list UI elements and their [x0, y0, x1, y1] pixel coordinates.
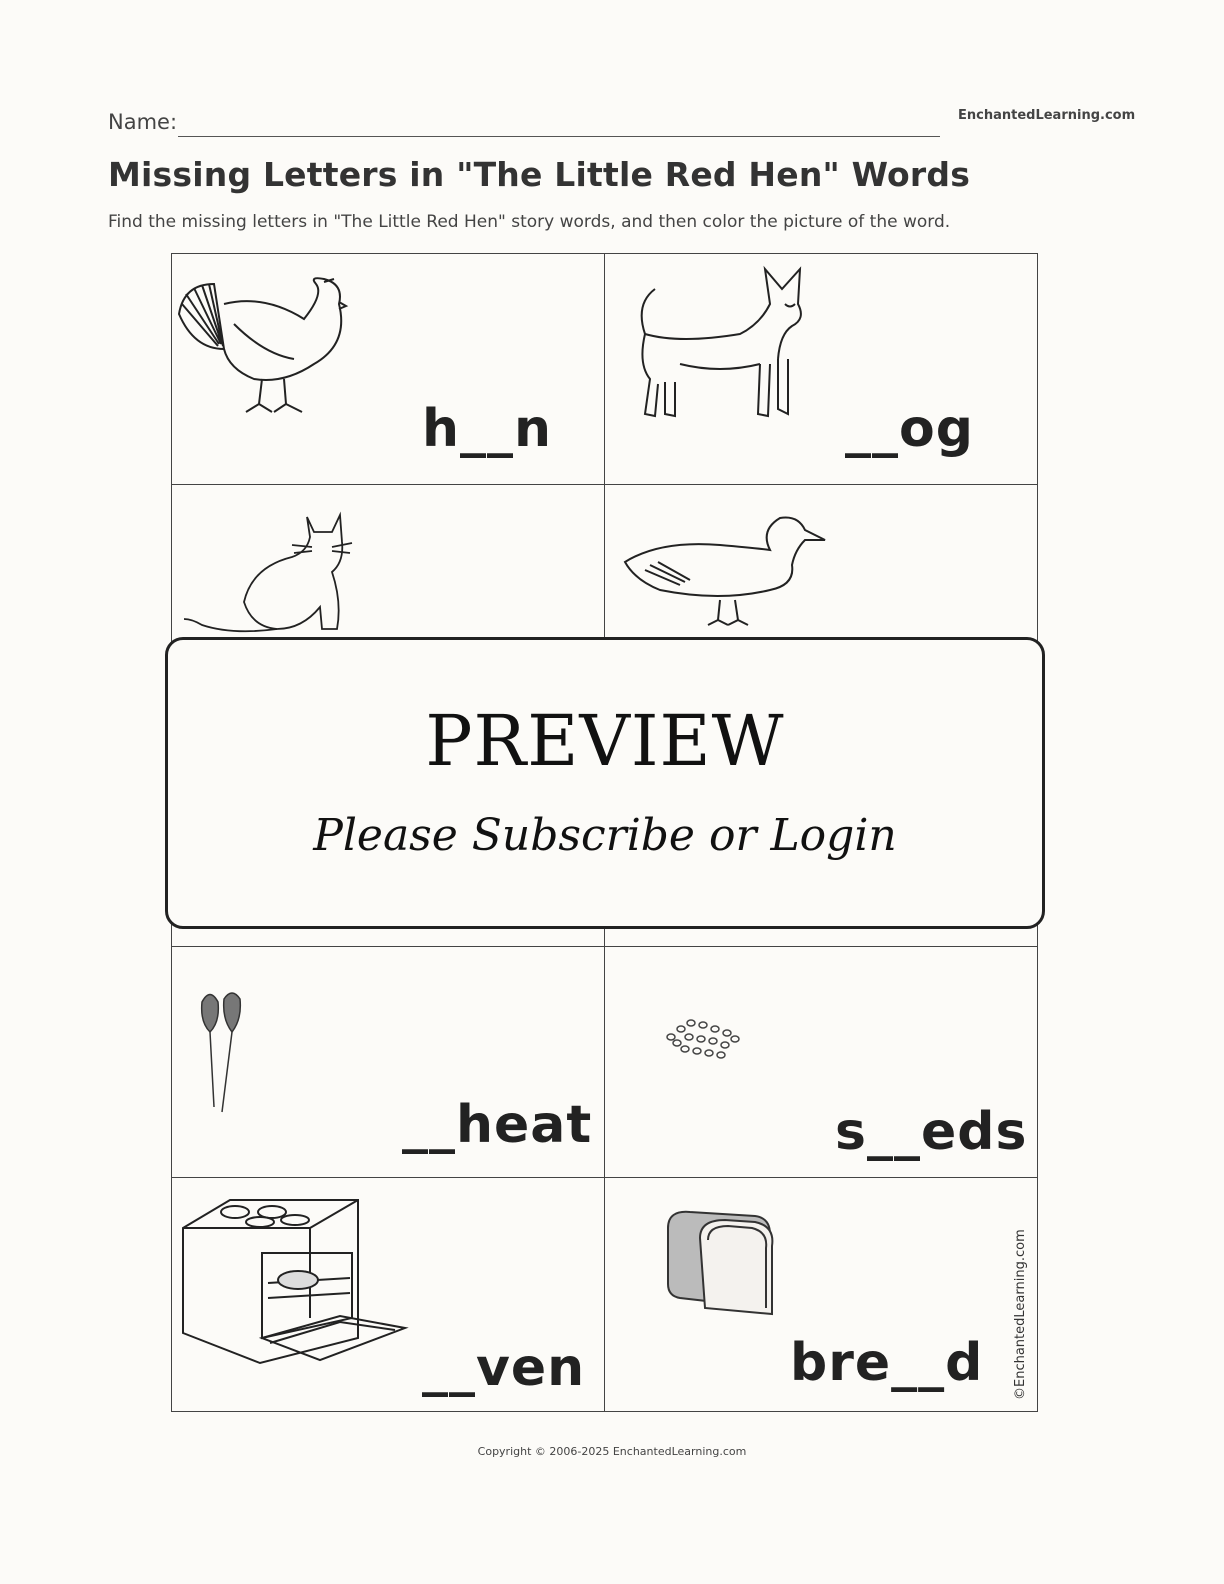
word-bread: bre__d	[790, 1333, 984, 1393]
site-logo-text: EnchantedLearning.com	[958, 108, 1136, 123]
preview-overlay[interactable]	[165, 637, 1045, 929]
word-hen: h__n	[422, 399, 553, 459]
word-seeds: s__eds	[835, 1102, 1028, 1162]
preview-subtitle[interactable]: Please Subscribe or Login	[313, 810, 897, 861]
footer-copyright: Copyright © 2006-2025 EnchantedLearning.com	[477, 1445, 747, 1458]
name-label: Name:	[108, 110, 178, 134]
cell-oven	[172, 1178, 605, 1409]
preview-title: PREVIEW	[425, 700, 785, 782]
wheat-icon	[192, 987, 252, 1117]
word-wheat: __heat	[402, 1095, 593, 1155]
vertical-copyright: ©EnchantedLearning.com	[1013, 1229, 1028, 1400]
duck-icon	[620, 510, 830, 630]
instructions: Find the missing letters in "The Little Red Hen" story words, and then color the picture of the word.	[108, 212, 951, 232]
hen-icon	[174, 274, 354, 424]
name-line[interactable]	[178, 136, 940, 137]
cat-icon	[182, 507, 362, 637]
dog-icon	[620, 264, 820, 429]
cell-bread	[605, 1178, 1038, 1409]
bread-icon	[660, 1208, 780, 1318]
oven-icon	[180, 1198, 415, 1368]
word-dog: __og	[845, 399, 974, 459]
word-oven: __ven	[422, 1338, 586, 1398]
cell-hen	[172, 254, 605, 485]
page-title: Missing Letters in "The Little Red Hen" Words	[108, 155, 971, 194]
seeds-icon	[663, 1017, 743, 1062]
cell-wheat	[172, 947, 605, 1178]
cell-seeds	[605, 947, 1038, 1178]
cell-dog	[605, 254, 1038, 485]
